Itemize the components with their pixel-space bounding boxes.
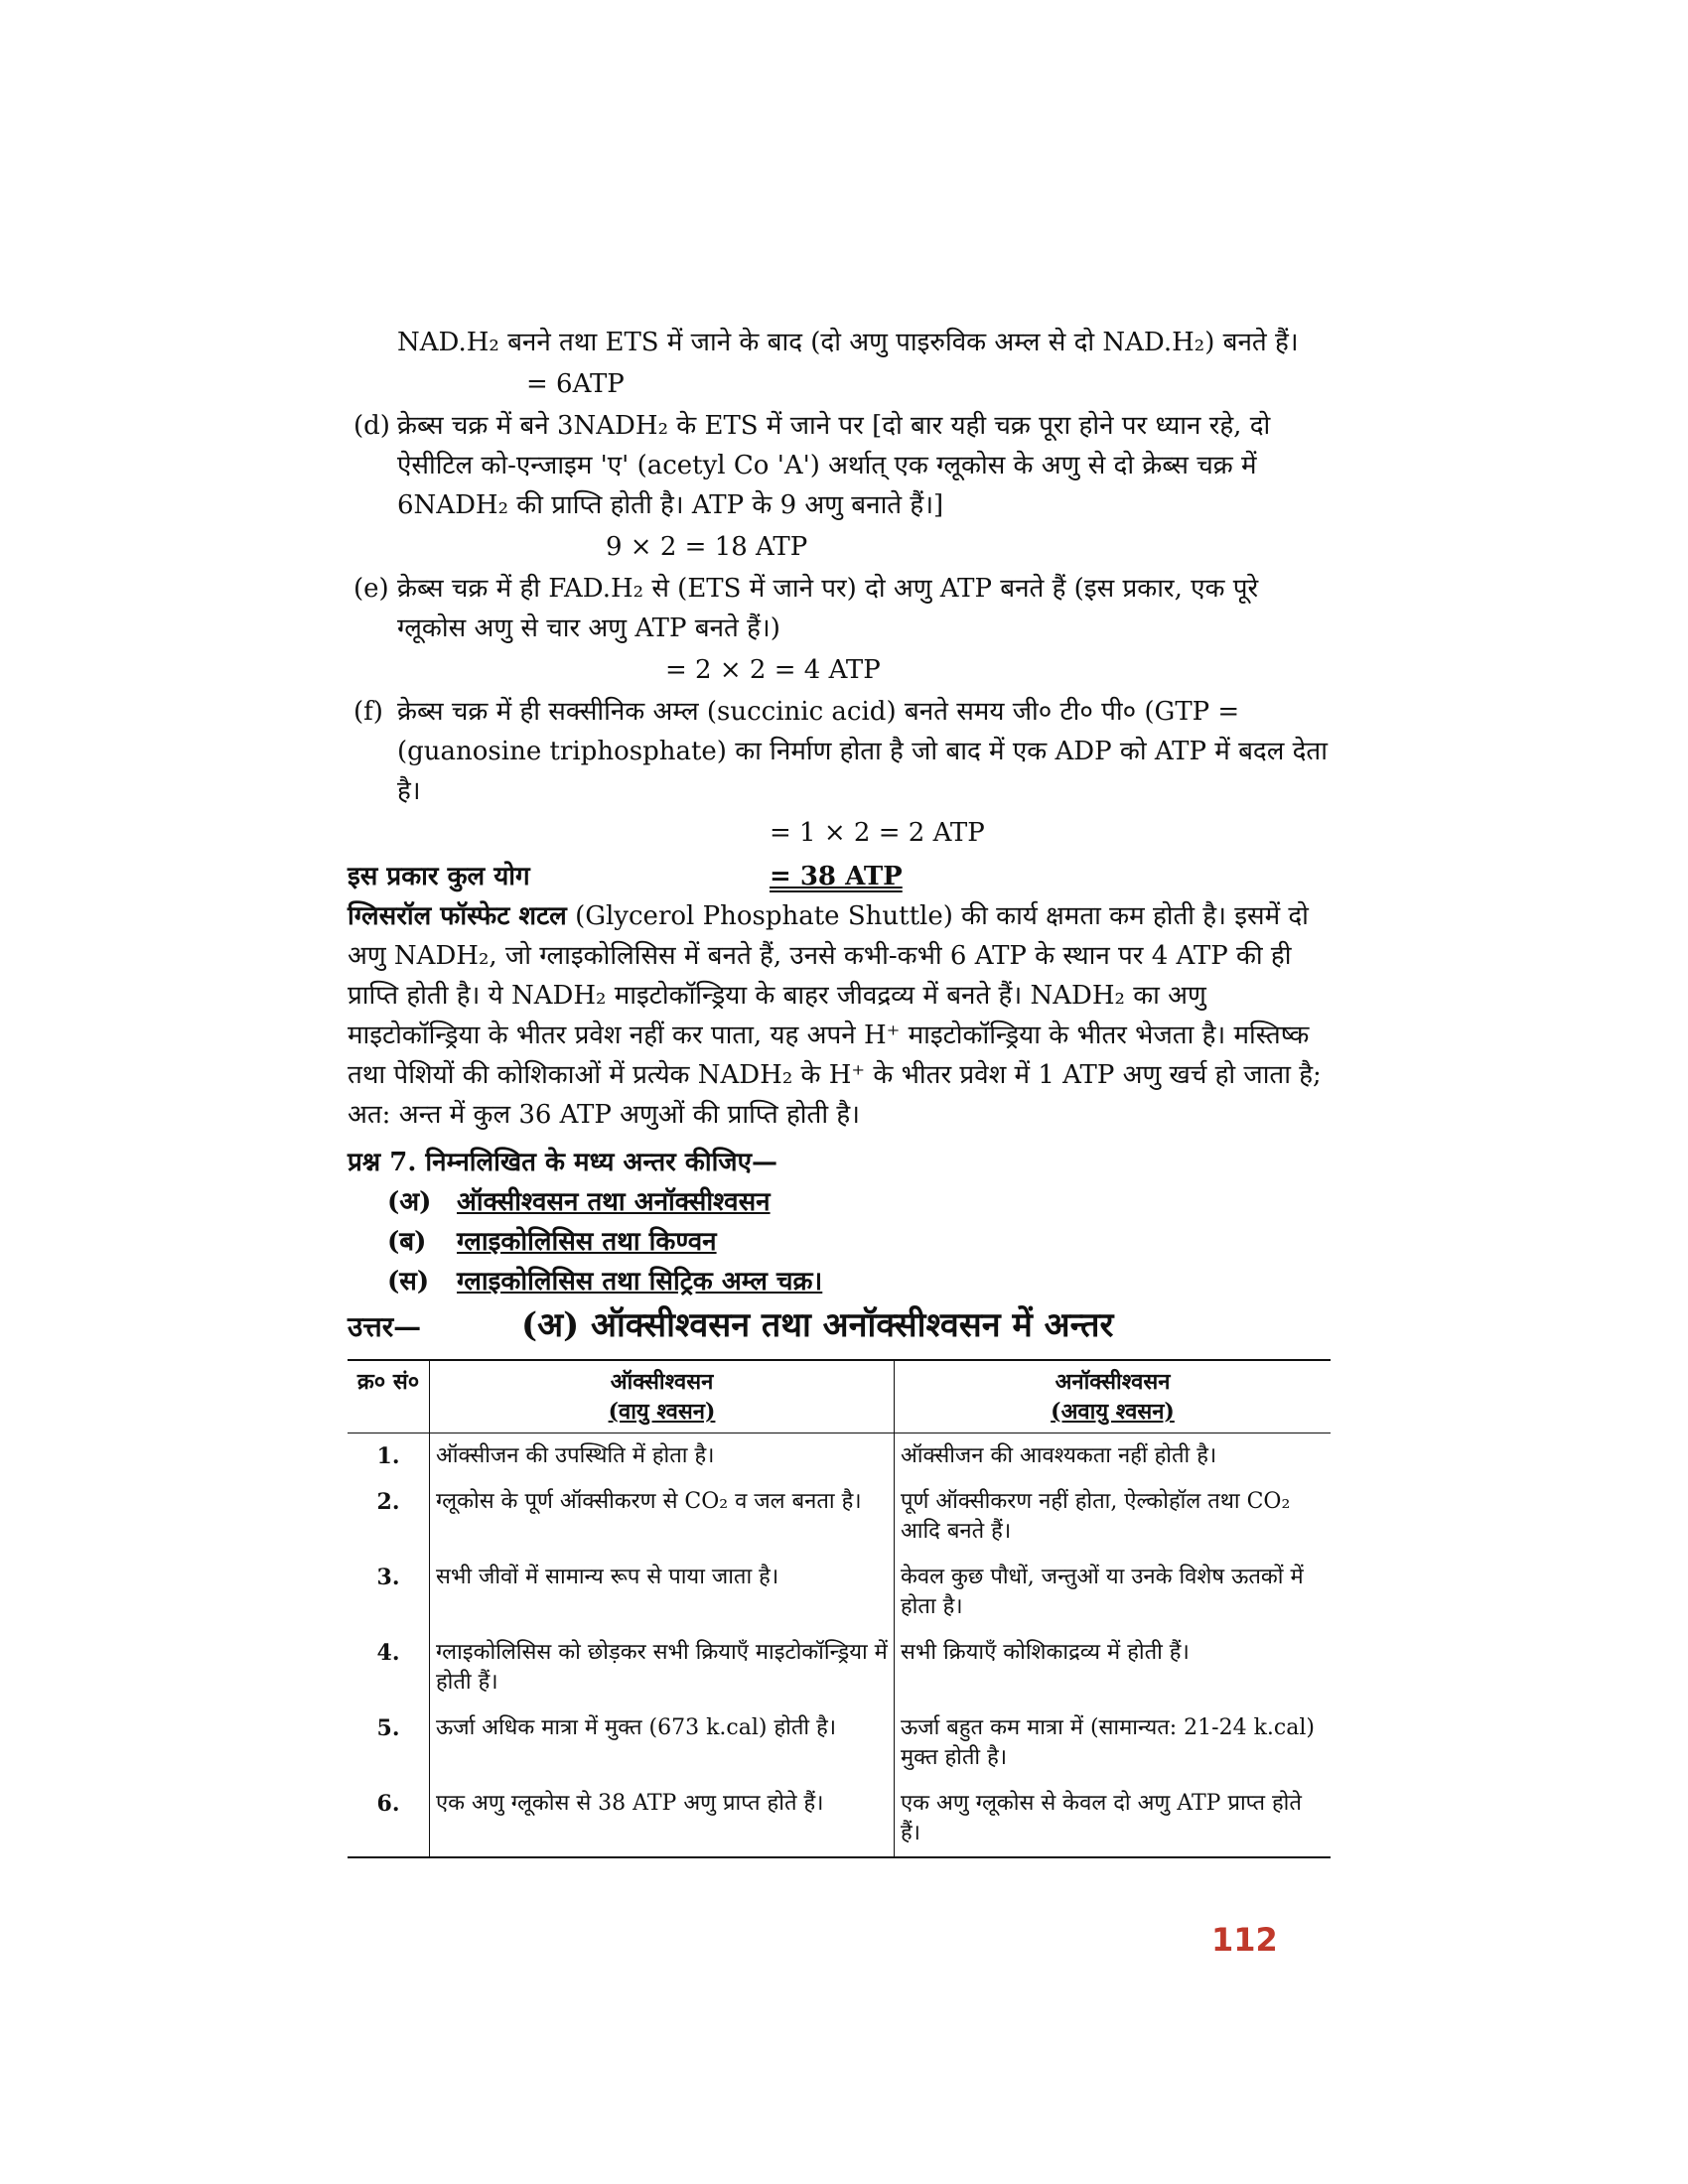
paragraph-c-continuation: NAD.H₂ बनने तथा ETS में जाने के बाद (दो अणु पाइरुविक अम्ल से दो NAD.H₂) बनते हैं। — [397, 328, 1299, 357]
question-item-label: (अ) — [387, 1187, 432, 1217]
row-anaerobic: ऑक्सीजन की आवश्यकता नहीं होती है। — [895, 1433, 1332, 1480]
question-item-label: (स) — [387, 1267, 430, 1297]
header-col2-sub: (अवायु श्वसन) — [1051, 1399, 1175, 1425]
question-heading: प्रश्न 7. निम्नलिखित के मध्य अन्तर कीजिए— — [348, 1148, 777, 1177]
item-d — [348, 406, 1331, 525]
item-e-label: (e) — [353, 574, 389, 604]
item-d-text: क्रेब्स चक्र में बने 3NADH₂ के ETS में जाने पर [दो बार यही चक्र पूरा होने पर ध्यान रहे, दो ऐसीटिल को-एन्जाइम 'ए' (acetyl Co 'A') अर्थात् एक ग्लूकोस के अणु से दो क्रेब्स चक्र में 6NADH₂ की प्राप्ति होती है। ATP के 9 अणु बनाते हैं।] — [397, 411, 1271, 520]
row-number: 2. — [376, 1489, 400, 1515]
equation-c: = 6ATP — [526, 369, 625, 399]
item-f — [348, 692, 1331, 811]
table-row — [348, 1706, 1331, 1781]
question-item-text: ऑक्सीश्वसन तथा अनॉक्सीश्वसन — [457, 1187, 771, 1217]
item-d-label: (d) — [353, 411, 390, 441]
row-number: 5. — [376, 1715, 400, 1741]
question-item-label: (ब) — [387, 1227, 427, 1257]
row-anaerobic: एक अणु ग्लूकोस से केवल दो अणु ATP प्राप्त होते हैं। — [895, 1781, 1332, 1857]
answer-label: उत्तर— — [348, 1310, 422, 1343]
header-col1 — [430, 1360, 895, 1433]
question-item-text: ग्लाइकोलिसिस तथा किण्वन — [457, 1227, 717, 1257]
header-sno: क्र० सं० — [348, 1360, 430, 1433]
table-row — [348, 1479, 1331, 1555]
row-number: 4. — [376, 1640, 400, 1666]
answer-row — [348, 1305, 1331, 1347]
total-label: इस प्रकार कुल योग — [348, 862, 530, 891]
header-col1-sub: (वायु श्वसन) — [608, 1399, 716, 1425]
equation-d: 9 × 2 = 18 ATP — [606, 532, 808, 562]
equation-e: = 2 × 2 = 4 ATP — [665, 655, 881, 685]
row-aerobic: ग्लूकोस के पूर्ण ऑक्सीकरण से CO₂ व जल बनता है। — [430, 1479, 895, 1555]
row-anaerobic: पूर्ण ऑक्सीकरण नहीं होता, ऐल्कोहॉल तथा CO₂ आदि बनते हैं। — [895, 1479, 1332, 1555]
row-aerobic: ऑक्सीजन की उपस्थिति में होता है। — [430, 1433, 895, 1480]
answer-title: (अ) ऑक्सीश्वसन तथा अनॉक्सीश्वसन में अन्तर — [521, 1305, 1114, 1345]
item-f-text: क्रेब्स चक्र में ही सक्सीनिक अम्ल (succinic acid) बनते समय जी० टी० पी० (GTP = (guanosine triphosphate) का निर्माण होता है जो बाद में एक ADP को ATP में बदल देता है। — [397, 697, 1328, 806]
header-col1-title: ऑक्सीश्वसन — [610, 1369, 714, 1395]
row-aerobic: ग्लाइकोलिसिस को छोड़कर सभी क्रियाएँ माइटोकॉन्ड्रिया में होती हैं। — [430, 1630, 895, 1706]
row-number: 6. — [348, 1781, 430, 1857]
table-row — [348, 1630, 1331, 1706]
page-number: 112 — [1211, 1921, 1278, 1959]
row-number: 1. — [376, 1443, 400, 1469]
row-anaerobic: सभी क्रियाएँ कोशिकाद्रव्य में होती हैं। — [895, 1630, 1332, 1706]
row-aerobic: सभी जीवों में सामान्य रूप से पाया जाता है। — [430, 1555, 895, 1630]
total-value: = 38 ATP — [770, 862, 903, 891]
item-e — [348, 569, 1331, 648]
shuttle-term: ग्लिसरॉल फॉस्फेट शटल — [348, 901, 567, 931]
table-header-row — [348, 1360, 1331, 1433]
item-f-label: (f) — [353, 697, 383, 727]
shuttle-text: (Glycerol Phosphate Shuttle) की कार्य क्षमता कम होती है। इसमें दो अणु NADH₂, जो ग्लाइकोलिसिस में बनते हैं, उनसे कभी-कभी 6 ATP के स्थान पर 4 ATP की ही प्राप्ति होती है। ये NADH₂ माइटोकॉन्ड्रिया के बाहर जीवद्रव्य में बनते हैं। NADH₂ का अणु माइटोकॉन्ड्रिया के भीतर प्रवेश नहीं कर पाता, यह अपने H⁺ माइटोकॉन्ड्रिया के भीतर भेजता है। मस्तिष्क तथा पेशियों की कोशिकाओं में प्रत्येक NADH₂ के H⁺ के भीतर प्रवेश में 1 ATP अणु खर्च हो जाता है; अत: अन्त में कुल 36 ATP अणुओं की प्राप्ति होती है। — [348, 901, 1322, 1130]
header-col2-title: अनॉक्सीश्वसन — [1055, 1369, 1171, 1395]
table-row — [348, 1555, 1331, 1630]
question-item — [348, 1182, 1331, 1222]
row-anaerobic: केवल कुछ पौधों, जन्तुओं या उनके विशेष ऊतकों में होता है। — [895, 1555, 1332, 1630]
question-item — [348, 1222, 1331, 1262]
table-row — [348, 1433, 1331, 1480]
header-col2 — [895, 1360, 1332, 1433]
row-number: 3. — [376, 1565, 400, 1590]
shuttle-paragraph — [348, 896, 1331, 1135]
comparison-table — [348, 1359, 1331, 1858]
page-content — [348, 323, 1331, 1858]
item-e-text: क्रेब्स चक्र में ही FAD.H₂ से (ETS में जाने पर) दो अणु ATP बनते हैं (इस प्रकार, एक पूरे ग्लूकोस अणु से चार अणु ATP बनते हैं।) — [397, 574, 1259, 643]
row-aerobic: ऊर्जा अधिक मात्रा में मुक्त (673 k.cal) होती है। — [430, 1706, 895, 1781]
table-row — [348, 1781, 1331, 1857]
equation-f: = 1 × 2 = 2 ATP — [770, 818, 985, 848]
question-item-text: ग्लाइकोलिसिस तथा सिट्रिक अम्ल चक्र। — [457, 1267, 823, 1297]
total-row — [348, 857, 1331, 896]
row-aerobic: एक अणु ग्लूकोस से 38 ATP अणु प्राप्त होते हैं। — [430, 1781, 895, 1857]
row-anaerobic: ऊर्जा बहुत कम मात्रा में (सामान्यत: 21-24 k.cal) मुक्त होती है। — [895, 1706, 1332, 1781]
question-item — [348, 1262, 1331, 1301]
